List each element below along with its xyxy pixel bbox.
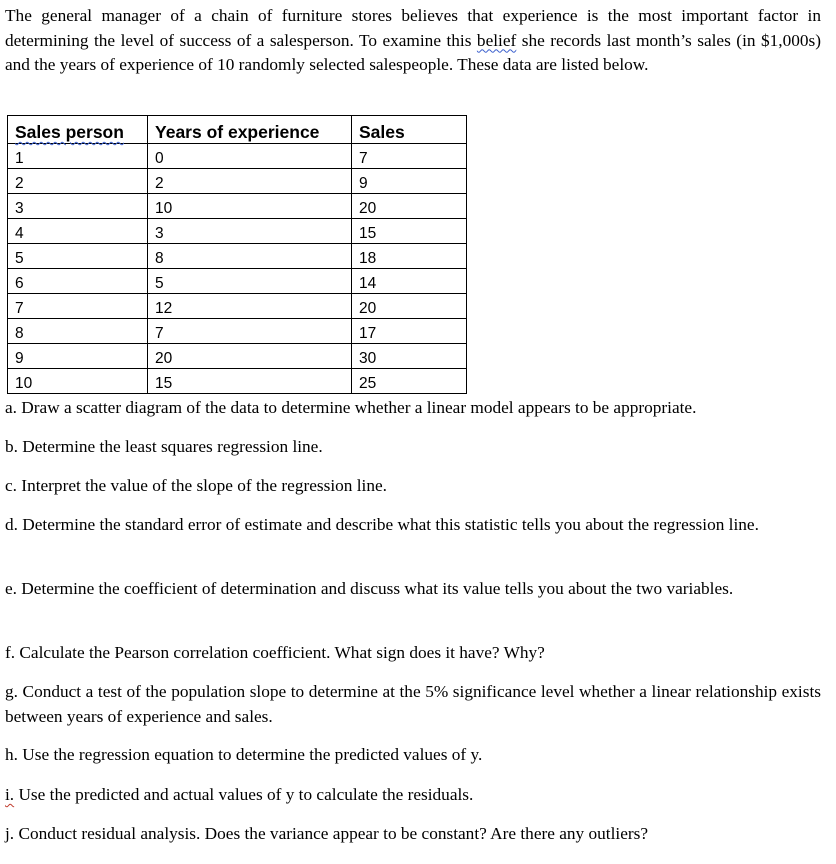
- question-i: [5, 783, 821, 808]
- question-a: a. Draw a scatter diagram of the data to determine whether a linear model appears to be appropriate.: [5, 398, 697, 417]
- question-e: e. Determine the coefficient of determination and discuss what its value tells you about the two variables.: [5, 579, 734, 598]
- table-row: [8, 319, 467, 344]
- table-row: [8, 194, 467, 219]
- cell-sales-person: 8: [8, 319, 148, 344]
- question-b: b. Determine the least squares regression line.: [5, 437, 323, 456]
- cell-sales: 9: [352, 169, 467, 194]
- table-row: [8, 294, 467, 319]
- question-d: d. Determine the standard error of estimate and describe what this statistic tells you about the regression line.: [5, 515, 759, 534]
- spellcheck-word-belief[interactable]: belief: [476, 30, 517, 50]
- intro-text-end: she records last month’s sales (in $1,000s) and the years of experience of 10 randomly selected salespeople. These data are listed below.: [5, 30, 821, 74]
- cell-sales: 17: [352, 319, 467, 344]
- cell-years: 12: [148, 294, 352, 319]
- question-c: c. Interpret the value of the slope of the regression line.: [5, 476, 387, 495]
- cell-years: 2: [148, 169, 352, 194]
- cell-sales-person: 7: [8, 294, 148, 319]
- question-f: f. Calculate the Pearson correlation coefficient. What sign does it have? Why?: [5, 643, 545, 662]
- table-row: [8, 144, 467, 169]
- intro-text-start: The general manager of a chain of furniture stores believes that experience is the most important factor in determining the level of success of a salesperson. To examine this: [5, 6, 821, 50]
- header-sales-person: Sales person: [8, 116, 148, 144]
- cell-years: 10: [148, 194, 352, 219]
- question-j: j. Conduct residual analysis. Does the variance appear to be constant? Are there any outliers?: [5, 824, 649, 843]
- cell-sales-person: 9: [8, 344, 148, 369]
- cell-sales-person: 3: [8, 194, 148, 219]
- intro-paragraph: [5, 4, 821, 78]
- table-header-row: [8, 116, 467, 144]
- cell-sales-person: 4: [8, 219, 148, 244]
- cell-sales-person: 10: [8, 369, 148, 394]
- table-row: [8, 269, 467, 294]
- cell-sales: 14: [352, 269, 467, 294]
- cell-years: 5: [148, 269, 352, 294]
- spellcheck-letter-i[interactable]: i.: [5, 785, 15, 804]
- cell-years: 0: [148, 144, 352, 169]
- table-row: [8, 219, 467, 244]
- table-row: [8, 169, 467, 194]
- cell-sales-person: 6: [8, 269, 148, 294]
- header-years-of-experience: Years of experience: [148, 116, 352, 144]
- question-g: g. Conduct a test of the population slope to determine at the 5% significance level whether a linear relationship exists between years of experience and sales.: [5, 682, 821, 726]
- cell-years: 7: [148, 319, 352, 344]
- cell-years: 20: [148, 344, 352, 369]
- cell-sales: 18: [352, 244, 467, 269]
- cell-sales-person: 1: [8, 144, 148, 169]
- cell-sales-person: 5: [8, 244, 148, 269]
- cell-sales: 30: [352, 344, 467, 369]
- cell-years: 15: [148, 369, 352, 394]
- cell-years: 8: [148, 244, 352, 269]
- table-row: [8, 344, 467, 369]
- cell-sales-person: 2: [8, 169, 148, 194]
- cell-sales: 20: [352, 194, 467, 219]
- question-i-text: Use the predicted and actual values of y to calculate the residuals.: [14, 785, 474, 804]
- header-sales: Sales: [352, 116, 467, 144]
- cell-sales: 25: [352, 369, 467, 394]
- cell-sales: 15: [352, 219, 467, 244]
- question-h: h. Use the regression equation to determine the predicted values of y.: [5, 745, 483, 764]
- cell-sales: 20: [352, 294, 467, 319]
- cell-years: 3: [148, 219, 352, 244]
- table-row: [8, 369, 467, 394]
- data-table: [7, 115, 467, 394]
- cell-sales: 7: [352, 144, 467, 169]
- table-row: [8, 244, 467, 269]
